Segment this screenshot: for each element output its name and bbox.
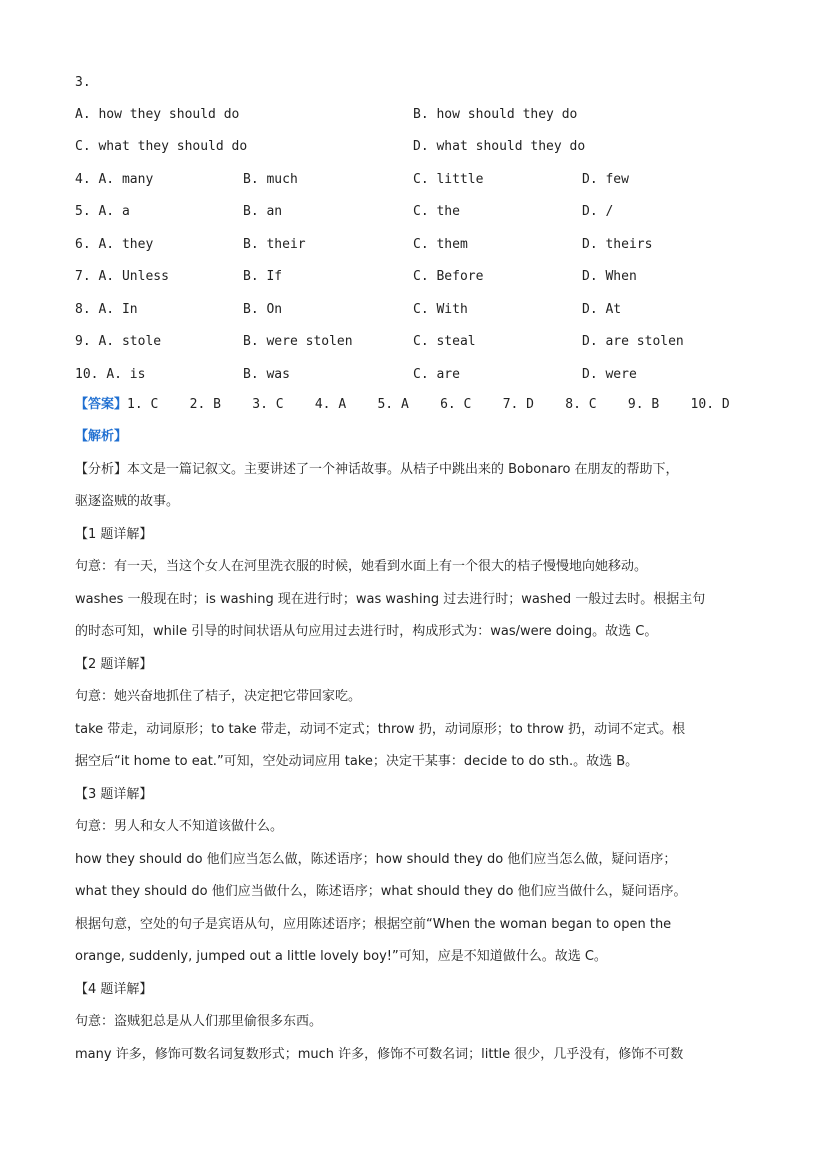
paragraph-line: 的时态可知，while 引导的时间状语从句应用过去进行时，构成形式为：was/were doing。故选 C。 [75, 624, 658, 639]
option-d: D. When [582, 269, 637, 284]
option-d: D. / [582, 204, 614, 219]
paragraph-line: 句意：盗贼犯总是从人们那里偷很多东西。 [75, 1014, 323, 1029]
option-b: B. was [243, 367, 290, 382]
paragraph-line: orange, suddenly, jumped out a little lovely boy!”可知，应是不知道做什么。故选 C。 [75, 949, 607, 964]
option-d: D. At [582, 302, 622, 317]
paragraph-line: take 带走，动词原形；to take 带走，动词不定式；throw 扔，动词原形；to throw 扔，动词不定式。根 [75, 722, 686, 737]
paragraph-line: 根据句意，空处的句子是宾语从句，应用陈述语序；根据空前“When the woman began to open the [75, 917, 672, 932]
paragraph-line: 句意：她兴奋地抓住了桔子，决定把它带回家吃。 [75, 689, 362, 704]
answer-line [75, 395, 730, 415]
option-c: C. them [413, 237, 468, 252]
section-heading: 【2 题详解】 [75, 657, 153, 672]
option-c: C. Before [413, 269, 484, 284]
question-a: 6. A. they [75, 237, 154, 252]
question-a: 7. A. Unless [75, 269, 169, 284]
paragraph-line: what they should do 他们应当做什么，陈述语序；what should they do 他们应当做什么，疑问语序。 [75, 884, 687, 899]
paragraph-line: how they should do 他们应当怎么做，陈述语序；how should they do 他们应当怎么做，疑问语序； [75, 852, 677, 867]
q3-option-b: B. how should they do [413, 107, 578, 122]
paragraph-line: 据空后“it home to eat.”可知，空处动词应用 take；决定干某事：decide to do sth.。故选 B。 [75, 754, 639, 769]
option-c: C. the [413, 204, 460, 219]
option-d: D. were [582, 367, 637, 382]
paragraph-line: many 许多，修饰可数名词复数形式；much 许多，修饰不可数名词；little 很少，几乎没有，修饰不可数 [75, 1047, 684, 1062]
question-a: 10. A. is [75, 367, 146, 382]
section-heading: 【3 题详解】 [75, 787, 153, 802]
option-b: B. much [243, 172, 298, 187]
option-c: C. are [413, 367, 460, 382]
option-b: B. their [243, 237, 306, 252]
q3-option-c: C. what they should do [75, 139, 248, 154]
question-number: 3. [75, 75, 91, 90]
option-b: B. If [243, 269, 283, 284]
answer-key: 1. C 2. B 3. C 4. A 5. A 6. C 7. D 8. C 9. B 10. D [127, 397, 730, 412]
answer-label: 【答案】 [75, 397, 128, 412]
option-c: C. With [413, 302, 468, 317]
option-d: D. are stolen [582, 334, 684, 349]
option-b: B. On [243, 302, 283, 317]
option-b: B. an [243, 204, 283, 219]
option-b: B. were stolen [243, 334, 353, 349]
summary-line: 驱逐盗贼的故事。 [75, 494, 180, 509]
option-d: D. theirs [582, 237, 653, 252]
q3-option-a: A. how they should do [75, 107, 240, 122]
question-a: 5. A. a [75, 204, 130, 219]
paragraph-line: 句意：男人和女人不知道该做什么。 [75, 819, 284, 834]
question-a: 4. A. many [75, 172, 154, 187]
question-a: 8. A. In [75, 302, 138, 317]
analysis-label: 【解析】 [75, 429, 128, 444]
summary-line: 【分析】本文是一篇记叙文。主要讲述了一个神话故事。从桔子中跳出来的 Bobonaro 在朋友的帮助下， [75, 462, 679, 477]
q3-option-d: D. what should they do [413, 139, 586, 154]
option-c: C. steal [413, 334, 476, 349]
section-heading: 【1 题详解】 [75, 527, 153, 542]
paragraph-line: 句意：有一天，当这个女人在河里洗衣服的时候，她看到水面上有一个很大的桔子慢慢地向她移动。 [75, 559, 648, 574]
option-c: C. little [413, 172, 484, 187]
option-d: D. few [582, 172, 629, 187]
section-heading: 【4 题详解】 [75, 982, 153, 997]
question-a: 9. A. stole [75, 334, 162, 349]
paragraph-line: washes 一般现在时；is washing 现在进行时；was washing 过去进行时；washed 一般过去时。根据主句 [75, 592, 706, 607]
